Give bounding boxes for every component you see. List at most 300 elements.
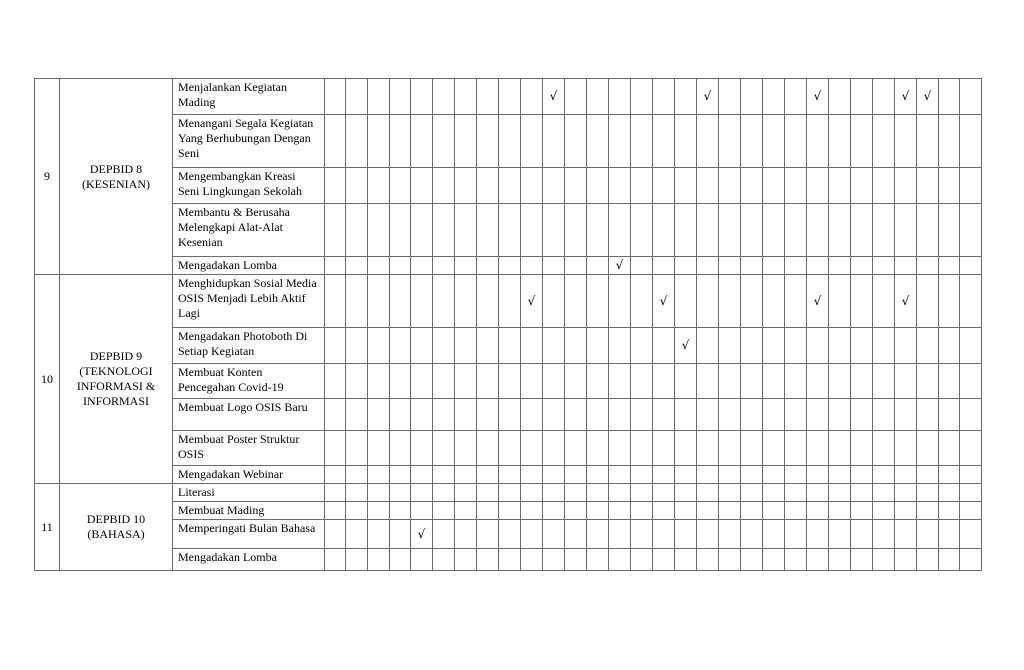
schedule-cell <box>565 115 587 168</box>
schedule-cell <box>455 484 477 502</box>
schedule-cell <box>785 520 807 549</box>
department-name: DEPBID 9 (TEKNOLOGI INFORMASI & INFORMASI <box>60 275 173 484</box>
schedule-cell <box>653 549 675 571</box>
schedule-cell <box>917 364 939 399</box>
activity-label: Membuat Mading <box>173 502 325 520</box>
schedule-cell <box>455 168 477 204</box>
schedule-cell <box>675 466 697 484</box>
activity-label: Menghidupkan Sosial Media OSIS Menjadi Lebih Aktif Lagi <box>173 275 325 328</box>
schedule-cell <box>763 502 785 520</box>
schedule-cell <box>807 79 829 115</box>
schedule-cell <box>477 328 499 364</box>
schedule-cell <box>411 549 433 571</box>
schedule-cell <box>433 115 455 168</box>
schedule-cell <box>917 257 939 275</box>
schedule-cell <box>939 502 960 520</box>
activity-label: Membuat Konten Pencegahan Covid-19 <box>173 364 325 399</box>
schedule-cell <box>851 431 873 466</box>
schedule-cell <box>499 549 521 571</box>
activity-label: Mengadakan Webinar <box>173 466 325 484</box>
schedule-cell <box>587 257 609 275</box>
schedule-cell <box>609 520 631 549</box>
schedule-cell <box>741 484 763 502</box>
schedule-cell <box>807 257 829 275</box>
schedule-cell <box>346 520 368 549</box>
schedule-cell <box>543 484 565 502</box>
schedule-cell <box>411 466 433 484</box>
check-mark-icon: √ <box>813 89 822 103</box>
schedule-cell <box>368 502 390 520</box>
schedule-cell <box>895 115 917 168</box>
schedule-cell <box>609 79 631 115</box>
schedule-cell <box>675 502 697 520</box>
schedule-cell <box>346 431 368 466</box>
schedule-cell <box>960 431 982 466</box>
schedule-cell <box>521 275 543 328</box>
schedule-cell <box>873 399 895 431</box>
schedule-cell <box>741 328 763 364</box>
schedule-cell <box>873 484 895 502</box>
schedule-cell <box>851 275 873 328</box>
schedule-cell <box>719 520 741 549</box>
schedule-cell <box>851 364 873 399</box>
schedule-cell <box>325 204 346 257</box>
schedule-cell <box>653 168 675 204</box>
schedule-cell <box>521 520 543 549</box>
schedule-cell <box>697 549 719 571</box>
table-row <box>35 257 982 275</box>
schedule-cell <box>895 466 917 484</box>
schedule-cell <box>411 431 433 466</box>
schedule-cell <box>807 399 829 431</box>
schedule-cell <box>917 466 939 484</box>
check-mark-icon: √ <box>549 89 558 103</box>
department-number: 9 <box>35 79 60 275</box>
table-row <box>35 328 982 364</box>
schedule-cell <box>325 79 346 115</box>
schedule-cell <box>851 257 873 275</box>
schedule-cell <box>346 399 368 431</box>
schedule-cell <box>829 79 851 115</box>
schedule-cell <box>565 364 587 399</box>
schedule-cell <box>390 257 411 275</box>
schedule-cell <box>763 431 785 466</box>
schedule-cell <box>346 168 368 204</box>
schedule-cell <box>741 79 763 115</box>
schedule-cell <box>653 431 675 466</box>
schedule-cell <box>368 520 390 549</box>
schedule-cell <box>895 502 917 520</box>
schedule-cell <box>433 466 455 484</box>
schedule-cell <box>697 484 719 502</box>
schedule-cell <box>521 484 543 502</box>
schedule-cell <box>895 168 917 204</box>
schedule-cell <box>960 204 982 257</box>
schedule-cell <box>368 328 390 364</box>
schedule-cell <box>631 168 653 204</box>
schedule-cell <box>499 257 521 275</box>
schedule-cell <box>521 257 543 275</box>
schedule-cell <box>433 484 455 502</box>
schedule-cell <box>719 364 741 399</box>
schedule-cell <box>675 520 697 549</box>
schedule-cell <box>675 364 697 399</box>
schedule-cell <box>346 484 368 502</box>
schedule-cell <box>346 328 368 364</box>
schedule-cell <box>895 399 917 431</box>
schedule-cell <box>411 168 433 204</box>
schedule-cell <box>325 328 346 364</box>
schedule-cell <box>368 204 390 257</box>
schedule-cell <box>960 484 982 502</box>
table-row <box>35 364 982 399</box>
schedule-cell <box>697 399 719 431</box>
table-row <box>35 204 982 257</box>
schedule-cell <box>807 484 829 502</box>
schedule-cell <box>917 204 939 257</box>
schedule-cell <box>960 115 982 168</box>
schedule-cell <box>368 484 390 502</box>
schedule-cell <box>653 399 675 431</box>
schedule-cell <box>499 399 521 431</box>
schedule-cell <box>785 168 807 204</box>
schedule-cell <box>960 257 982 275</box>
schedule-cell <box>587 502 609 520</box>
schedule-cell <box>895 328 917 364</box>
schedule-cell <box>543 275 565 328</box>
schedule-cell <box>477 466 499 484</box>
schedule-cell <box>807 275 829 328</box>
schedule-cell <box>653 364 675 399</box>
schedule-cell <box>325 466 346 484</box>
schedule-cell <box>609 364 631 399</box>
schedule-cell <box>565 168 587 204</box>
schedule-cell <box>851 204 873 257</box>
schedule-cell <box>829 549 851 571</box>
activity-label: Memperingati Bulan Bahasa <box>173 520 325 549</box>
schedule-cell <box>477 549 499 571</box>
schedule-cell <box>543 502 565 520</box>
schedule-cell <box>785 364 807 399</box>
schedule-cell <box>763 257 785 275</box>
schedule-cell <box>390 168 411 204</box>
schedule-cell <box>829 328 851 364</box>
schedule-cell <box>829 168 851 204</box>
schedule-cell <box>960 328 982 364</box>
schedule-cell <box>829 431 851 466</box>
schedule-cell <box>411 275 433 328</box>
schedule-cell <box>675 399 697 431</box>
table-row <box>35 275 982 328</box>
schedule-cell <box>917 549 939 571</box>
schedule-cell <box>851 484 873 502</box>
schedule-cell <box>631 364 653 399</box>
schedule-cell <box>763 168 785 204</box>
schedule-cell <box>829 115 851 168</box>
schedule-cell <box>829 275 851 328</box>
activity-label: Mengadakan Lomba <box>173 549 325 571</box>
schedule-cell <box>631 520 653 549</box>
schedule-cell <box>390 364 411 399</box>
schedule-cell <box>565 399 587 431</box>
activity-label: Membantu & Berusaha Melengkapi Alat-Alat Kesenian <box>173 204 325 257</box>
schedule-cell <box>675 549 697 571</box>
schedule-cell <box>960 168 982 204</box>
schedule-cell <box>411 115 433 168</box>
schedule-cell <box>521 168 543 204</box>
schedule-cell <box>455 431 477 466</box>
schedule-cell <box>829 257 851 275</box>
schedule-cell <box>455 115 477 168</box>
schedule-cell <box>697 328 719 364</box>
activity-label: Mengadakan Photoboth Di Setiap Kegiatan <box>173 328 325 364</box>
schedule-cell <box>917 115 939 168</box>
schedule-cell <box>675 204 697 257</box>
activity-label: Mengadakan Lomba <box>173 257 325 275</box>
schedule-cell <box>895 549 917 571</box>
schedule-cell <box>785 549 807 571</box>
schedule-cell <box>346 549 368 571</box>
check-mark-icon: √ <box>703 89 712 103</box>
schedule-cell <box>719 399 741 431</box>
schedule-cell <box>851 115 873 168</box>
schedule-cell <box>477 520 499 549</box>
schedule-cell <box>653 466 675 484</box>
check-mark-icon: √ <box>417 526 426 541</box>
check-mark-icon: √ <box>659 293 668 308</box>
schedule-cell <box>697 520 719 549</box>
schedule-cell <box>697 115 719 168</box>
schedule-cell <box>543 115 565 168</box>
schedule-cell <box>390 328 411 364</box>
schedule-cell <box>719 115 741 168</box>
schedule-cell <box>785 328 807 364</box>
schedule-cell <box>829 520 851 549</box>
schedule-cell <box>741 431 763 466</box>
schedule-cell <box>960 275 982 328</box>
schedule-cell <box>917 275 939 328</box>
schedule-cell <box>939 79 960 115</box>
schedule-cell <box>346 79 368 115</box>
schedule-cell <box>587 168 609 204</box>
schedule-cell <box>368 466 390 484</box>
schedule-cell <box>939 549 960 571</box>
schedule-cell <box>433 399 455 431</box>
schedule-cell <box>543 364 565 399</box>
schedule-cell <box>873 204 895 257</box>
schedule-cell <box>917 79 939 115</box>
schedule-cell <box>433 204 455 257</box>
schedule-cell <box>325 520 346 549</box>
schedule-cell <box>609 399 631 431</box>
schedule-cell <box>433 168 455 204</box>
schedule-cell <box>939 484 960 502</box>
schedule-cell <box>785 466 807 484</box>
schedule-cell <box>368 431 390 466</box>
schedule-cell <box>565 549 587 571</box>
schedule-cell <box>521 79 543 115</box>
schedule-cell <box>807 204 829 257</box>
schedule-cell <box>543 257 565 275</box>
schedule-cell <box>631 431 653 466</box>
schedule-cell <box>587 364 609 399</box>
schedule-cell <box>719 275 741 328</box>
schedule-cell <box>719 502 741 520</box>
schedule-cell <box>719 549 741 571</box>
schedule-cell <box>851 399 873 431</box>
schedule-cell <box>741 204 763 257</box>
schedule-cell <box>411 204 433 257</box>
schedule-cell <box>785 275 807 328</box>
schedule-cell <box>631 484 653 502</box>
schedule-cell <box>477 168 499 204</box>
schedule-cell <box>411 484 433 502</box>
schedule-cell <box>960 466 982 484</box>
schedule-cell <box>960 79 982 115</box>
schedule-cell <box>390 520 411 549</box>
schedule-cell <box>851 466 873 484</box>
schedule-cell <box>587 399 609 431</box>
schedule-cell <box>587 328 609 364</box>
schedule-cell <box>521 399 543 431</box>
schedule-cell <box>390 399 411 431</box>
schedule-cell <box>719 328 741 364</box>
schedule-cell <box>587 79 609 115</box>
check-mark-icon: √ <box>923 89 932 103</box>
schedule-cell <box>455 364 477 399</box>
schedule-cell <box>763 364 785 399</box>
schedule-cell <box>325 257 346 275</box>
schedule-cell <box>917 520 939 549</box>
schedule-cell <box>631 399 653 431</box>
schedule-cell <box>543 168 565 204</box>
schedule-cell <box>829 364 851 399</box>
schedule-cell <box>499 466 521 484</box>
schedule-cell <box>455 466 477 484</box>
table-row <box>35 168 982 204</box>
schedule-cell <box>873 549 895 571</box>
schedule-cell <box>631 275 653 328</box>
schedule-cell <box>587 520 609 549</box>
schedule-cell <box>433 520 455 549</box>
schedule-cell <box>609 484 631 502</box>
schedule-cell <box>719 204 741 257</box>
department-name: DEPBID 8 (KESENIAN) <box>60 79 173 275</box>
table-row <box>35 549 982 571</box>
schedule-cell <box>565 484 587 502</box>
schedule-cell <box>917 168 939 204</box>
schedule-cell <box>873 520 895 549</box>
schedule-cell <box>807 364 829 399</box>
schedule-cell <box>631 466 653 484</box>
activity-label: Mengembangkan Kreasi Seni Lingkungan Sekolah <box>173 168 325 204</box>
schedule-cell <box>960 364 982 399</box>
schedule-cell <box>697 275 719 328</box>
schedule-cell <box>455 275 477 328</box>
schedule-cell <box>477 399 499 431</box>
schedule-cell <box>917 431 939 466</box>
schedule-cell <box>785 115 807 168</box>
activity-schedule-table <box>34 78 982 571</box>
schedule-cell <box>390 275 411 328</box>
schedule-cell <box>565 431 587 466</box>
schedule-cell <box>499 502 521 520</box>
schedule-cell <box>499 328 521 364</box>
schedule-cell <box>390 79 411 115</box>
schedule-cell <box>763 79 785 115</box>
schedule-cell <box>873 168 895 204</box>
schedule-cell <box>368 168 390 204</box>
schedule-cell <box>763 399 785 431</box>
schedule-cell <box>939 399 960 431</box>
schedule-cell <box>741 275 763 328</box>
schedule-cell <box>521 502 543 520</box>
schedule-cell <box>346 115 368 168</box>
activity-label: Membuat Logo OSIS Baru <box>173 399 325 431</box>
schedule-cell <box>455 204 477 257</box>
schedule-cell <box>477 502 499 520</box>
table-row <box>35 431 982 466</box>
schedule-cell <box>829 399 851 431</box>
schedule-cell <box>785 204 807 257</box>
schedule-cell <box>368 275 390 328</box>
schedule-cell <box>411 257 433 275</box>
check-mark-icon: √ <box>681 338 690 352</box>
schedule-cell <box>477 204 499 257</box>
schedule-cell <box>543 520 565 549</box>
activity-label: Membuat Poster Struktur OSIS <box>173 431 325 466</box>
schedule-cell <box>960 549 982 571</box>
schedule-cell <box>719 431 741 466</box>
schedule-cell <box>851 549 873 571</box>
schedule-cell <box>697 466 719 484</box>
schedule-cell <box>325 502 346 520</box>
schedule-cell <box>565 79 587 115</box>
schedule-cell <box>521 549 543 571</box>
schedule-cell <box>653 275 675 328</box>
schedule-cell <box>390 115 411 168</box>
schedule-cell <box>368 364 390 399</box>
schedule-cell <box>368 399 390 431</box>
schedule-cell <box>895 257 917 275</box>
schedule-cell <box>565 520 587 549</box>
schedule-cell <box>390 484 411 502</box>
schedule-cell <box>939 275 960 328</box>
schedule-cell <box>521 466 543 484</box>
schedule-cell <box>433 549 455 571</box>
schedule-cell <box>851 79 873 115</box>
schedule-cell <box>895 364 917 399</box>
schedule-cell <box>741 549 763 571</box>
schedule-cell <box>917 484 939 502</box>
schedule-cell <box>829 484 851 502</box>
table-row <box>35 399 982 431</box>
table-row <box>35 520 982 549</box>
schedule-cell <box>325 275 346 328</box>
schedule-cell <box>939 115 960 168</box>
schedule-cell <box>543 79 565 115</box>
schedule-cell <box>807 520 829 549</box>
schedule-cell <box>609 115 631 168</box>
schedule-cell <box>565 204 587 257</box>
schedule-cell <box>807 328 829 364</box>
schedule-cell <box>785 502 807 520</box>
table-body <box>35 79 982 571</box>
schedule-cell <box>917 328 939 364</box>
schedule-cell <box>433 328 455 364</box>
schedule-cell <box>499 115 521 168</box>
schedule-cell <box>325 115 346 168</box>
